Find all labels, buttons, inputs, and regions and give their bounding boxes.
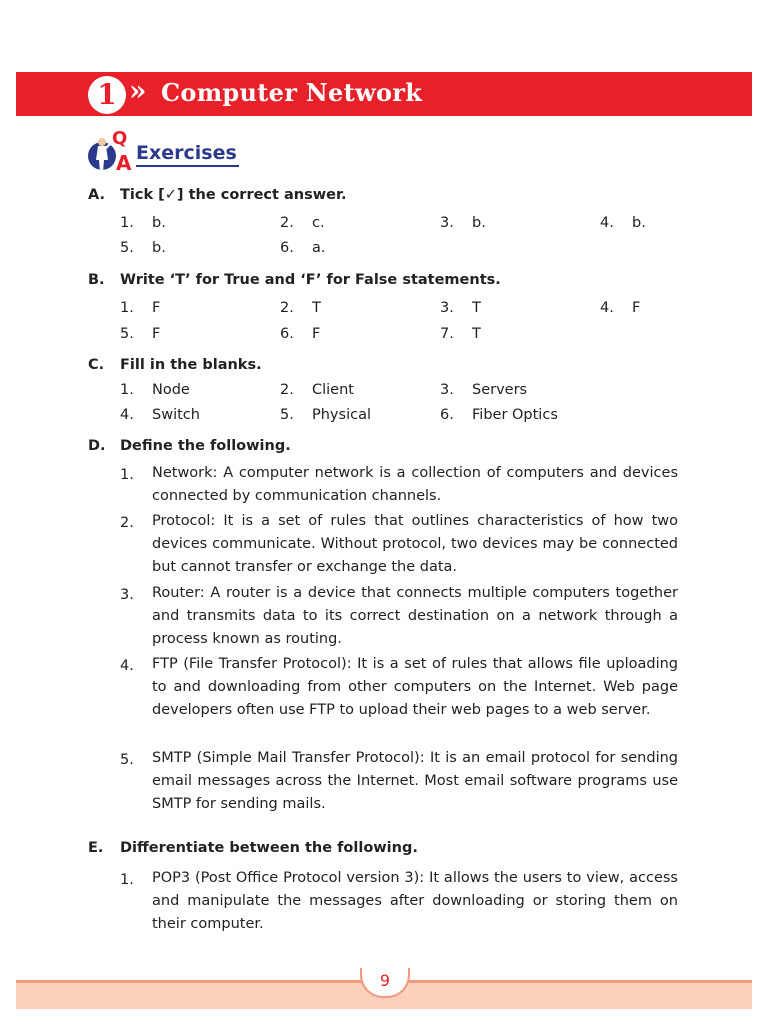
- section-d-letter: D.: [88, 438, 106, 454]
- section-b-letter: B.: [88, 272, 105, 288]
- answer-value: F: [152, 300, 161, 316]
- answer-value: Switch: [152, 407, 200, 423]
- definition-number: 1.: [120, 872, 134, 888]
- definition-text: Protocol: It is a set of rules that outlines characteristics of how two devices communicate. Without protocol, two devices may be connected but cannot transfer or exchange the data.: [152, 513, 678, 575]
- definition-number: 3.: [120, 587, 134, 603]
- exercises-title: Exercises: [136, 141, 239, 167]
- answer-value: F: [312, 326, 321, 342]
- answer-number: 4.: [600, 215, 614, 231]
- section-c-heading: Fill in the blanks.: [120, 357, 262, 373]
- answer-value: F: [632, 300, 641, 316]
- answer-value: T: [312, 300, 321, 316]
- answer-number: 7.: [440, 326, 454, 342]
- section-b-heading: Write ‘T’ for True and ‘F’ for False statements.: [120, 272, 501, 288]
- answer-number: 5.: [120, 326, 134, 342]
- answer-number: 1.: [120, 215, 134, 231]
- definition-text: Router: A router is a device that connects multiple computers together and transmits data to its correct destination on a network through a process known as routing.: [152, 585, 678, 647]
- answer-number: 4.: [600, 300, 614, 316]
- definition-text: SMTP (Simple Mail Transfer Protocol): It is an email protocol for sending email messages across the Internet. Most email software programs use SMTP for sending mails.: [152, 750, 678, 812]
- answer-number: 3.: [440, 300, 454, 316]
- chapter-number: 1: [88, 76, 126, 114]
- definition-text: POP3 (Post Office Protocol version 3): It allows the users to view, access and manipulate the messages after downloading or storing them on their computer.: [152, 870, 678, 932]
- svg-text:Q: Q: [112, 128, 128, 149]
- chapter-title: Computer Network: [161, 78, 423, 107]
- answer-number: 1.: [120, 300, 134, 316]
- answer-number: 6.: [440, 407, 454, 423]
- answer-number: 3.: [440, 382, 454, 398]
- section-d-heading: Define the following.: [120, 438, 291, 454]
- qa-figure-icon: [88, 126, 136, 178]
- answer-number: 2.: [280, 382, 294, 398]
- answer-value: Fiber Optics: [472, 407, 558, 423]
- definition-number: 2.: [120, 515, 134, 531]
- chapter-arrow: »: [129, 74, 147, 107]
- answer-number: 5.: [280, 407, 294, 423]
- section-e-heading: Differentiate between the following.: [120, 840, 418, 856]
- answer-value: T: [472, 326, 481, 342]
- answer-number: 6.: [280, 240, 294, 256]
- answer-value: c.: [312, 215, 325, 231]
- answer-number: 4.: [120, 407, 134, 423]
- answer-number: 5.: [120, 240, 134, 256]
- answer-number: 1.: [120, 382, 134, 398]
- definition-number: 5.: [120, 752, 134, 768]
- answer-value: F: [152, 326, 161, 342]
- definition-text: Network: A computer network is a collection of computers and devices connected by communication channels.: [152, 465, 678, 504]
- answer-value: Node: [152, 382, 190, 398]
- answer-value: b.: [152, 215, 166, 231]
- definition-text: FTP (File Transfer Protocol): It is a set of rules that allows file uploading to and downloading from other computers on the Internet. Web page developers often use FTP to upload their web pages to a web server.: [152, 656, 678, 718]
- answer-value: T: [472, 300, 481, 316]
- answer-value: Client: [312, 382, 354, 398]
- answer-value: b.: [472, 215, 486, 231]
- page-number: 9: [360, 968, 410, 998]
- section-c-letter: C.: [88, 357, 105, 373]
- answer-number: 6.: [280, 326, 294, 342]
- answer-number: 2.: [280, 215, 294, 231]
- svg-text:A: A: [116, 151, 132, 175]
- answer-number: 2.: [280, 300, 294, 316]
- answer-number: 3.: [440, 215, 454, 231]
- definition-number: 1.: [120, 467, 134, 483]
- answer-value: Servers: [472, 382, 528, 398]
- answer-value: b.: [632, 215, 646, 231]
- section-a-letter: A.: [88, 187, 105, 203]
- section-e-letter: E.: [88, 840, 104, 856]
- section-a-heading: Tick [✓] the correct answer.: [120, 187, 347, 203]
- answer-value: Physical: [312, 407, 371, 423]
- definition-number: 4.: [120, 658, 134, 674]
- answer-value: a.: [312, 240, 326, 256]
- answer-value: b.: [152, 240, 166, 256]
